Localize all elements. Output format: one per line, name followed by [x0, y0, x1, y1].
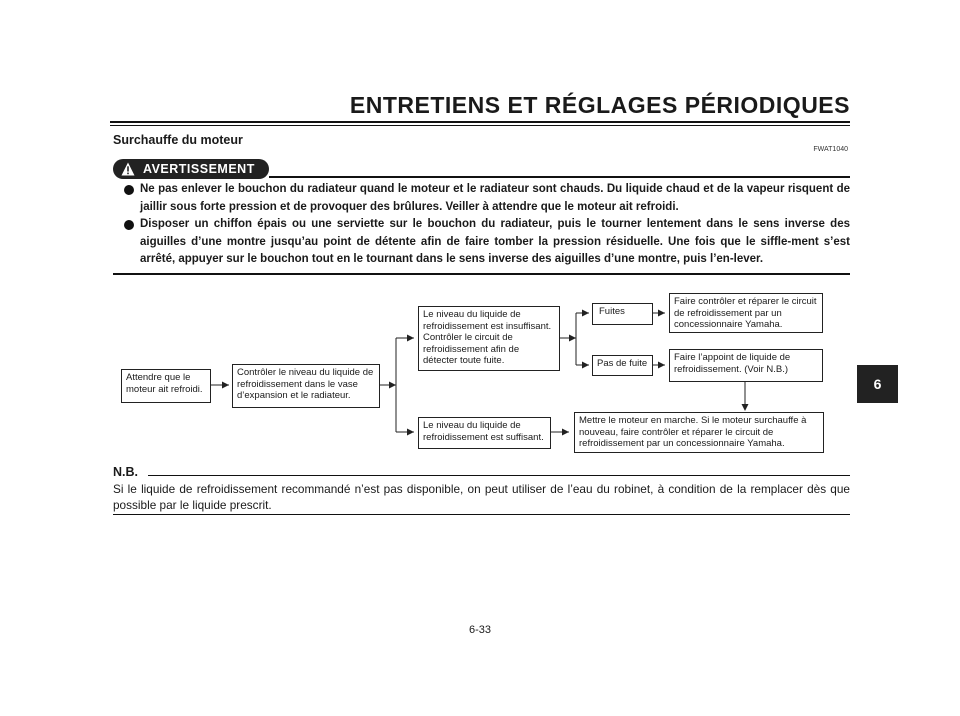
flow-box-repair: Faire contrôler et réparer le circuit de refroidissement par un concessionnaire Yamaha. — [669, 293, 823, 333]
note-text: Si le liquide de refroidissement recommandé n’est pas disponible, on peut utiliser de l’eau du robinet, à condition de la remplacer dès que possible par le liquide prescrit. — [113, 482, 850, 512]
reference-code: FWAT1040 — [813, 146, 848, 153]
note-label: N.B. — [113, 465, 138, 479]
page-number: 6-33 — [468, 624, 492, 636]
note-end-rule — [113, 514, 850, 515]
flow-box-restart-engine: Mettre le moteur en marche. Si le moteur surchauffe à nouveau, faire contrôler et réparer le circuit de refroidissement par un concessionnaire Yamaha. — [574, 412, 824, 453]
chapter-tab: 6 — [857, 365, 898, 403]
warning-bullet-text: Disposer un chiffon épais ou une serviette sur le bouchon du radiateur, puis le tourner lentement dans le sens inverse des aiguilles d’une montre jusqu’au point de détente afin de faire tomber la pression résiduelle. Une fois que le siffle-ment s’est arrêté, appuyer sur le bouchon tout en le tournant dans le sens inverse des aiguilles d’une montre, puis l’en-lever. — [140, 218, 850, 265]
warning-bullet-text: Ne pas enlever le bouchon du radiateur quand le moteur et le radiateur sont chauds. Du liquide chaud et de la vapeur risquent de jaillir sous forte pression et de provoquer des brûlures. Veiller à attendre que le moteur ait refroidi. — [140, 183, 850, 213]
warning-label: AVERTISSEMENT — [143, 162, 255, 176]
section-title: Surchauffe du moteur — [113, 133, 243, 147]
flow-box-level-sufficient: Le niveau du liquide de refroidissement est suffisant. — [418, 417, 551, 449]
note-rule — [148, 475, 850, 476]
flow-box-no-leak: Pas de fuite — [592, 355, 653, 376]
flow-box-leaks: Fuites — [592, 303, 653, 325]
flow-box-top-up: Faire l’appoint de liquide de refroidissement. (Voir N.B.) — [669, 349, 823, 382]
flow-box-check-level: Contrôler le niveau du liquide de refroidissement dans le vase d’expansion et le radiateur. — [232, 364, 380, 408]
page-header-title: ENTRETIENS ET RÉGLAGES PÉRIODIQUES — [349, 92, 850, 118]
flow-box-wait-cool: Attendre que le moteur ait refroidi. — [121, 369, 211, 403]
flow-box-level-insufficient: Le niveau du liquide de refroidissement est insuffisant. Contrôler le circuit de refroidissement afin de détecter toute fuite. — [418, 306, 560, 371]
